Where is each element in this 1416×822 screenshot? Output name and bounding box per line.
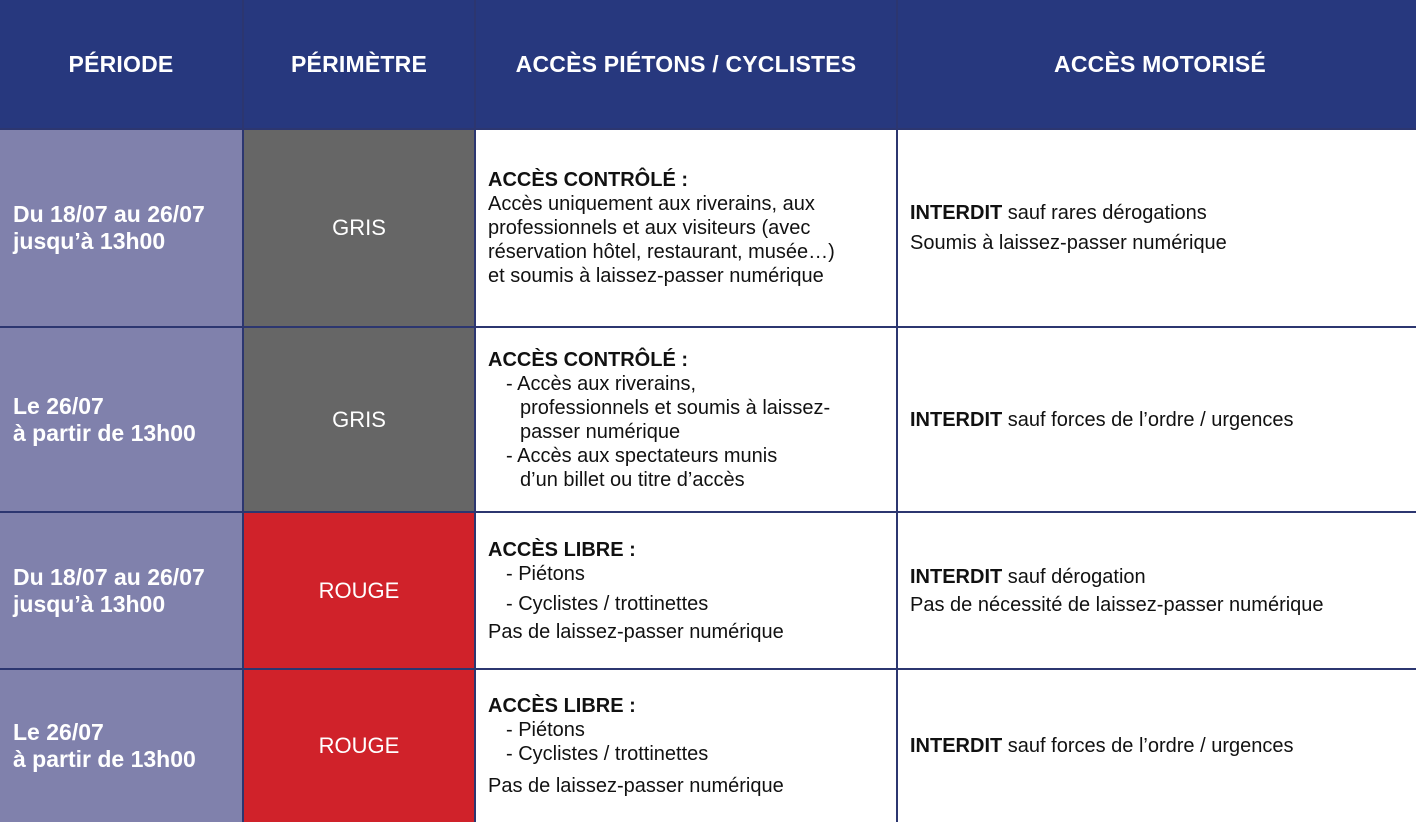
- header-periode: PÉRIODE: [0, 0, 242, 128]
- row1-period-line2: jusqu’à 13h00: [13, 228, 166, 254]
- row3-pietons-title: ACCÈS LIBRE :: [488, 538, 636, 561]
- row1-period-line1: Du 18/07 au 26/07: [13, 201, 205, 227]
- row1-motor-line2: Soumis à laissez-passer numérique: [910, 232, 1227, 254]
- header-perimetre: PÉRIMÈTRE: [244, 0, 474, 128]
- row1-motor-bold: INTERDIT: [910, 202, 1003, 224]
- row2-pietons: [476, 326, 896, 511]
- row2-perimetre: GRIS: [244, 326, 474, 511]
- header-motorise: ACCÈS MOTORISÉ: [898, 0, 1416, 128]
- row3-pietons-line: - Piétons: [506, 562, 585, 585]
- row3-motor-line2: Pas de nécessité de laissez-passer numérique: [910, 593, 1324, 616]
- row1-pietons-line: et soumis à laissez-passer numérique: [488, 265, 824, 287]
- row4-pietons: [476, 668, 896, 822]
- row1-pietons-line: Accès uniquement aux riverains, aux: [488, 193, 815, 215]
- row2-period-line2: à partir de 13h00: [13, 419, 196, 446]
- row3-motor-rest: sauf dérogation: [1002, 565, 1146, 588]
- row4-pietons-title: ACCÈS LIBRE :: [488, 695, 636, 717]
- row4-period-line2: à partir de 13h00: [13, 746, 196, 772]
- row3-period-line2: jusqu’à 13h00: [13, 590, 166, 617]
- row3-pietons-line: - Cyclistes / trottinettes: [506, 592, 709, 615]
- row1-motorise: [898, 128, 1416, 326]
- row3-motorise: [898, 511, 1416, 668]
- row1-perimetre: GRIS: [244, 128, 474, 326]
- row2-period: [0, 326, 242, 511]
- row1-period: [0, 128, 242, 326]
- row3-perimetre: ROUGE: [244, 511, 474, 668]
- row2-pietons-title: ACCÈS CONTRÔLÉ :: [488, 348, 688, 371]
- row4-pietons-line: - Cyclistes / trottinettes: [506, 743, 709, 765]
- row2-pietons-line: - Accès aux spectateurs munis: [506, 444, 778, 467]
- row4-motor-rest: sauf forces de l’ordre / urgences: [1002, 735, 1294, 757]
- row3-pietons: [476, 511, 896, 668]
- row3-period: [0, 511, 242, 668]
- row3-pietons-line: Pas de laissez-passer numérique: [488, 620, 784, 643]
- row2-pietons-line: d’un billet ou titre d’accès: [520, 468, 745, 491]
- row2-motorise: [898, 326, 1416, 511]
- row4-motor-bold: INTERDIT: [910, 735, 1003, 757]
- row1-pietons: [476, 128, 896, 326]
- row1-pietons-title: ACCÈS CONTRÔLÉ :: [488, 169, 688, 191]
- row4-perimetre: ROUGE: [244, 668, 474, 822]
- row3-motor-bold: INTERDIT: [910, 565, 1003, 588]
- header-pietons: ACCÈS PIÉTONS / CYCLISTES: [476, 0, 896, 128]
- row1-pietons-line: réservation hôtel, restaurant, musée…): [488, 241, 835, 263]
- row4-pietons-line: Pas de laissez-passer numérique: [488, 775, 784, 797]
- row1-pietons-line: professionnels et aux visiteurs (avec: [488, 217, 811, 239]
- row4-period: [0, 668, 242, 822]
- row2-pietons-line: passer numérique: [520, 420, 681, 443]
- row1-motor-rest: sauf rares dérogations: [1002, 202, 1207, 224]
- row4-pietons-line: - Piétons: [506, 719, 585, 741]
- row2-motor-rest: sauf forces de l’ordre / urgences: [1002, 408, 1294, 431]
- row2-motor-bold: INTERDIT: [910, 408, 1003, 431]
- row3-period-line1: Du 18/07 au 26/07: [13, 563, 205, 590]
- row2-period-line1: Le 26/07: [13, 392, 104, 419]
- row4-period-line1: Le 26/07: [13, 719, 104, 745]
- row2-pietons-line: professionnels et soumis à laissez-: [520, 396, 831, 419]
- row4-motorise: [898, 668, 1416, 822]
- row2-pietons-line: - Accès aux riverains,: [506, 372, 697, 395]
